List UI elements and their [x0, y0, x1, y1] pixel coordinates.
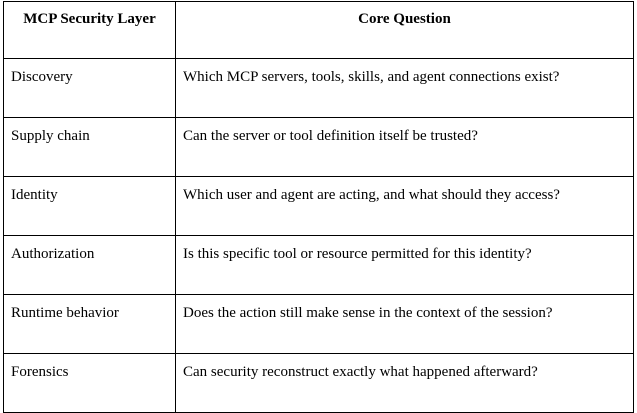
layer-cell: Supply chain: [4, 118, 176, 177]
security-layers-table: [3, 1, 634, 413]
question-cell: Is this specific tool or resource permitted for this identity?: [176, 236, 634, 295]
column-header-question: Core Question: [176, 2, 634, 59]
question-cell: Which MCP servers, tools, skills, and agent connections exist?: [176, 59, 634, 118]
layer-cell: Runtime behavior: [4, 295, 176, 354]
table-row: [4, 295, 634, 354]
layer-cell: Identity: [4, 177, 176, 236]
layer-cell: Discovery: [4, 59, 176, 118]
layer-cell: Forensics: [4, 354, 176, 413]
layer-cell: Authorization: [4, 236, 176, 295]
table-header-row: [4, 2, 634, 59]
question-cell: Which user and agent are acting, and what should they access?: [176, 177, 634, 236]
table-row: [4, 177, 634, 236]
table-row: [4, 354, 634, 413]
table-row: [4, 59, 634, 118]
question-cell: Does the action still make sense in the context of the session?: [176, 295, 634, 354]
table-row: [4, 118, 634, 177]
question-cell: Can security reconstruct exactly what happened afterward?: [176, 354, 634, 413]
table-row: [4, 236, 634, 295]
column-header-layer: MCP Security Layer: [4, 2, 176, 59]
question-cell: Can the server or tool definition itself be trusted?: [176, 118, 634, 177]
